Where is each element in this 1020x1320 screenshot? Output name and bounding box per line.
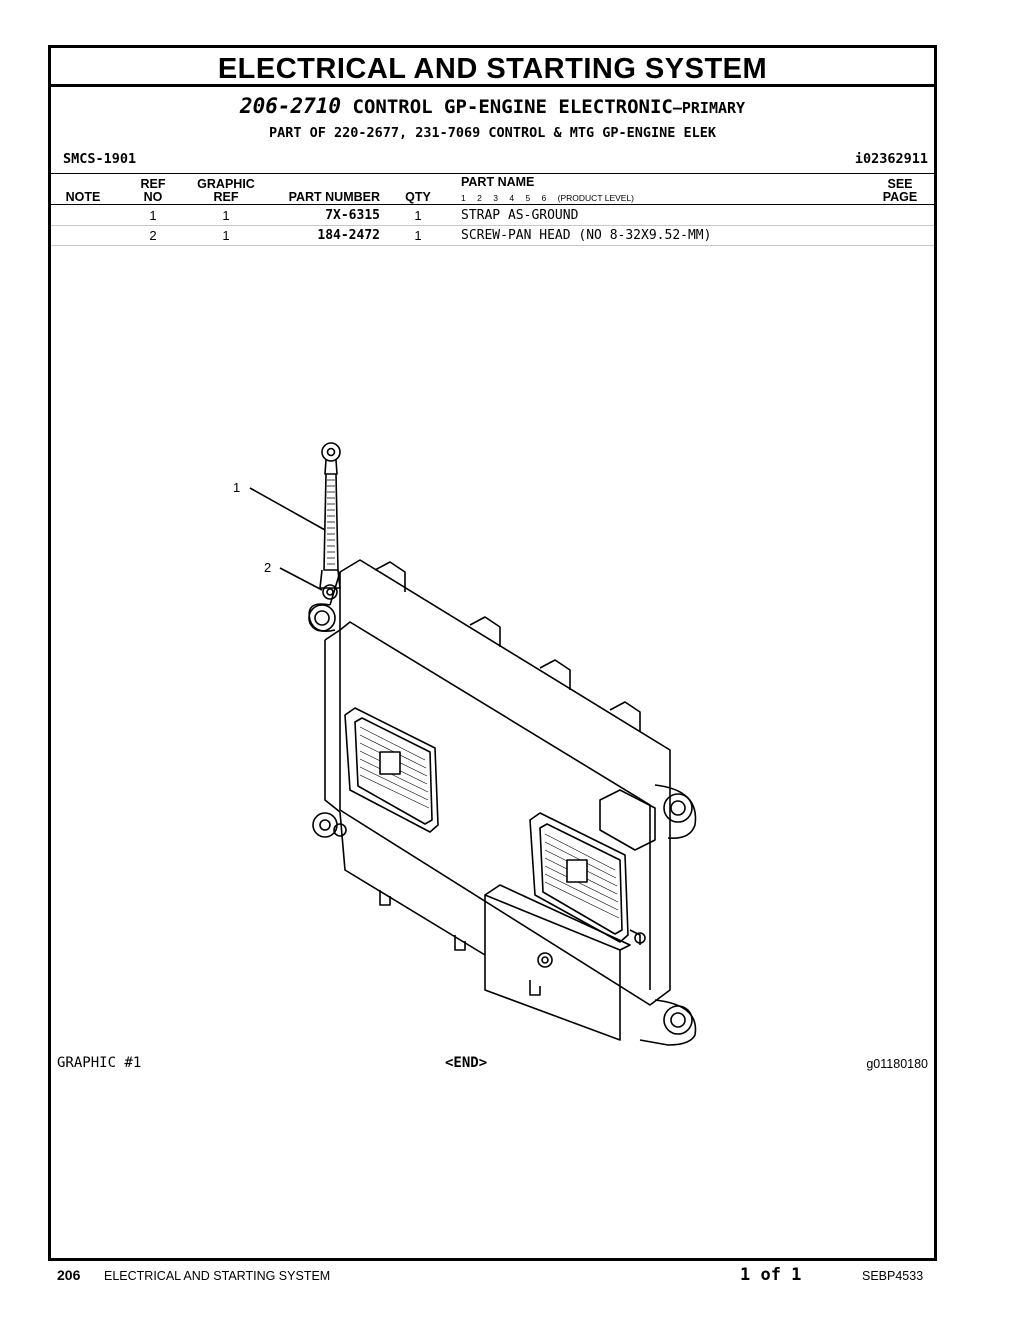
product-levels (461, 193, 643, 203)
part-of-line: PART OF 220-2677, 231-7069 CONTROL & MTG GP-ENGINE ELEK (268, 125, 717, 141)
callout-leader-1 (250, 488, 325, 530)
footer-page-number: 206 (57, 1267, 81, 1283)
end-marker: <END> (445, 1055, 488, 1071)
col-see-page-line1: SEE (887, 177, 913, 191)
page-footer (0, 1265, 1020, 1289)
section-title: ELECTRICAL AND STARTING SYSTEM (51, 48, 934, 87)
smcs-code: SMCS-1901 (63, 151, 137, 167)
callout-leader-2 (280, 568, 322, 590)
graphic-label: GRAPHIC #1 (57, 1055, 142, 1071)
product-level-6: 6 (541, 193, 547, 203)
product-level-1: 1 (461, 193, 466, 203)
callout-1: 1 (233, 480, 241, 495)
col-graphic-ref-line2: REF (213, 190, 239, 204)
row-qty: 1 (414, 228, 422, 243)
table-row (51, 225, 934, 246)
product-level-5: 5 (525, 193, 531, 203)
col-note: NOTE (65, 190, 101, 204)
row-part-number: 184-2472 (317, 228, 380, 243)
table-header-top-rule (51, 173, 934, 174)
product-level-label: (PRODUCT LEVEL) (557, 193, 635, 203)
col-ref-no-line2: NO (143, 190, 163, 204)
footer-section: ELECTRICAL AND STARTING SYSTEM (104, 1269, 331, 1283)
row-ref-no: 1 (149, 208, 157, 223)
col-see-page-line2: PAGE (882, 190, 918, 204)
row-part-name: STRAP AS-GROUND (461, 208, 579, 223)
row-graphic-ref: 1 (222, 228, 230, 243)
ground-strap (320, 443, 340, 588)
row-graphic-ref: 1 (222, 208, 230, 223)
part-heading (51, 94, 934, 118)
ecm-illustration (200, 430, 720, 1050)
row-ref-no: 2 (149, 228, 157, 243)
row-qty: 1 (414, 208, 422, 223)
product-level-3: 3 (493, 193, 498, 203)
part-heading-title: CONTROL GP-ENGINE ELECTRONIC (352, 96, 673, 118)
footer-page-count: 1 of 1 (740, 1265, 802, 1285)
document-ident: i02362911 (854, 151, 928, 167)
product-level-2: 2 (477, 193, 482, 203)
part-heading-suffix: —PRIMARY (672, 99, 746, 117)
col-qty: QTY (405, 190, 431, 204)
graphic-id: g01180180 (866, 1057, 928, 1071)
table-row (51, 205, 934, 226)
product-level-4: 4 (509, 193, 515, 203)
ecm-housing (309, 560, 696, 1045)
col-graphic-ref-line1: GRAPHIC (197, 177, 255, 191)
col-ref-no-line1: REF (140, 177, 166, 191)
col-part-name: PART NAME (461, 175, 535, 189)
row-part-name: SCREW-PAN HEAD (NO 8-32X9.52-MM) (461, 228, 712, 243)
col-part-number: PART NUMBER (288, 190, 380, 204)
part-heading-number: 206-2710 (239, 94, 342, 118)
row-part-number: 7X-6315 (325, 208, 380, 223)
callout-2: 2 (264, 560, 272, 575)
footer-doc-number: SEBP4533 (862, 1269, 924, 1283)
